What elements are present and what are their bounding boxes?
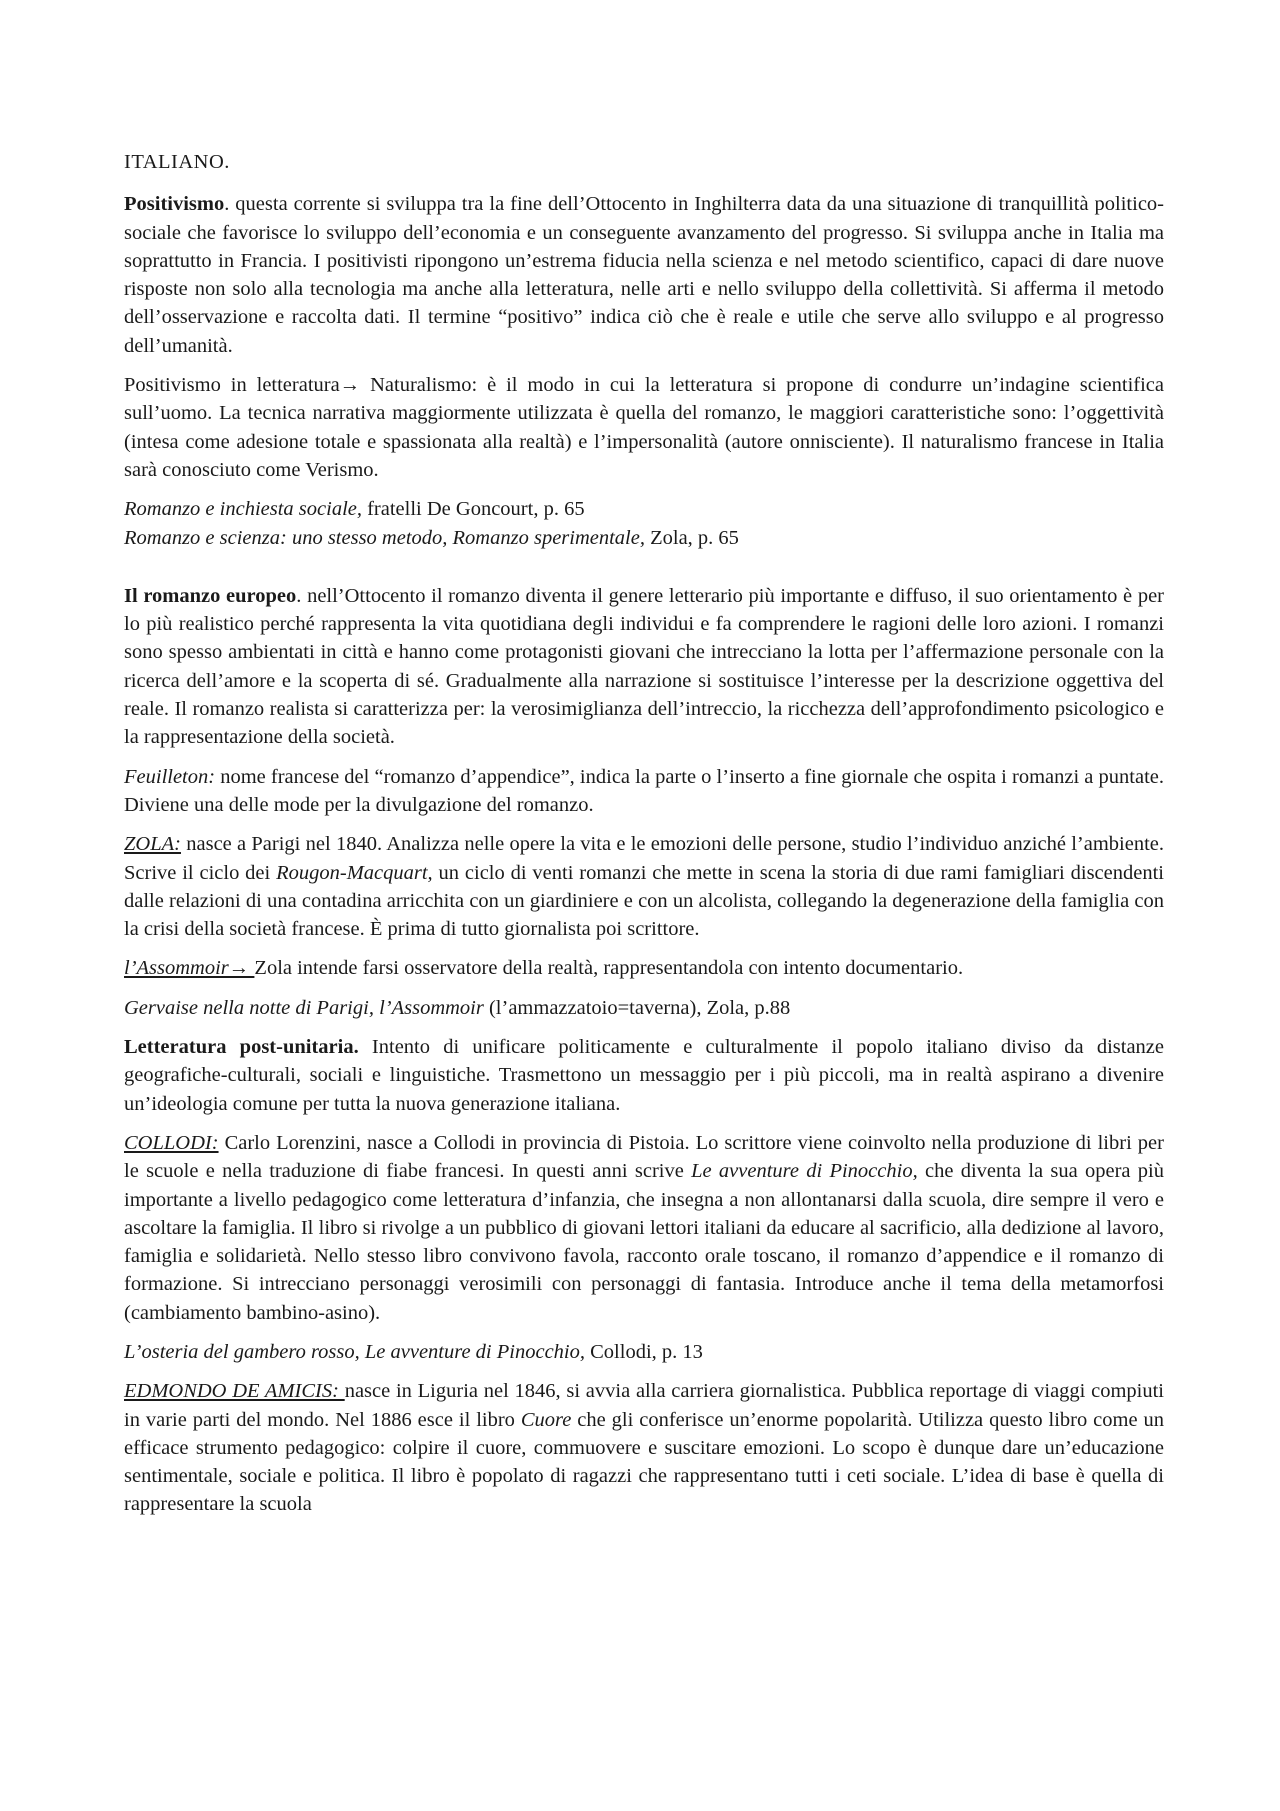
work-rougon-macquart: Rougon-Macquart, <box>276 861 433 884</box>
work-cuore: Cuore <box>520 1408 572 1431</box>
paragraph-assommoir <box>124 954 1164 982</box>
text-post-unitaria: Intento di unificare politicamente e culturalmente il popolo italiano diviso da distanze geografiche-culturali, sociali e linguistiche. Trasmettono un messaggio per i più piccoli, ma in realtà aspirano a divenire un’ideologia comune per tutta la nuova generazione italiana. <box>124 1036 1164 1115</box>
text-positivismo: . questa corrente si sviluppa tra la fine dell’Ottocento in Inghilterra data da una situazione di tranquillità politico-sociale che favorisce lo sviluppo dell’economia e un conseguente avanzamento del progresso. Si sviluppa anche in Italia ma soprattutto in Francia. I positivisti ripongono un’estrema fiducia nella scienza e nel metodo scientifico, capaci di dare nuove risposte non solo alla tecnologia ma anche alla letteratura, nelle arti e nello sviluppo della collettività. Si afferma il metodo dell’osservazione e raccolta dati. Il termine “positivo” indica ciò che è reale e utile che serve allo sviluppo e al progresso dell’umanità. <box>124 193 1164 357</box>
paragraph-post-unitaria <box>124 1033 1164 1118</box>
reference-source: fratelli De Goncourt, p. 65 <box>361 498 585 521</box>
heading-romanzo-europeo: Il romanzo europeo <box>124 584 297 607</box>
paragraph-collodi <box>124 1129 1164 1327</box>
text-collodi-2: che diventa la sua opera più importante a livello pedagogico come letteratura d’infanzia, che insegna a non allontanarsi dalla scuola, dire sempre il vero e ascoltare la famiglia. Il libro si rivolge a un pubblico di giovani lettori italiani da educare al sacrificio, alla dedizione al lavoro, famiglia e solidarietà. Nello stesso libro convivono favola, racconto orale toscano, il romanzo d’appendice e il romanzo di formazione. Si intrecciano personaggi verosimili con personaggi di fantasia. Introduce anche il tema della metamorfosi (cambiamento bambino-asino). <box>124 1160 1164 1324</box>
page-title: ITALIANO. <box>124 151 230 173</box>
text-zola-2: un ciclo di venti romanzi che mette in scena la storia di due rami famigliari discendenti dalle relazioni di una contadina arricchita con un giardiniere e con un alcolista, collegando la degenerazione della famiglia con la crisi della società francese. È prima di tutto giornalista poi scrittore. <box>124 861 1164 941</box>
text-zola-1: nasce a Parigi nel 1840. Analizza nelle opere la vita e le emozioni delle persone, studio l’individuo anziché l’ambiente. Scrive il ciclo dei <box>124 833 1164 884</box>
paragraph-romanzo-europeo <box>124 582 1164 752</box>
text-romanzo-europeo: . nell’Ottocento il romanzo diventa il genere letterario più importante e diffuso, il suo orientamento è per lo più realistico perché rappresenta la vita quotidiana degli individui e fa comprendere le ragioni delle loro azioni. I romanzi sono spesso ambientati in città e hanno come protagonisti giovani che intrecciano la lotta per l’affermazione personale con la ricerca dell’amore e la scoperta di sé. Gradualmente alla narrazione si sostituisce l’interesse per la descrizione oggettiva del reale. Il romanzo realista si caratterizza per: la verosimiglianza dell’intreccio, la ricchezza dell’approfondimento psicologico e la rappresentazione della società. <box>124 584 1164 749</box>
paragraph-de-amicis <box>124 1377 1164 1518</box>
author-de-amicis: EDMONDO DE AMICIS: <box>124 1380 345 1403</box>
author-zola: ZOLA: <box>124 833 181 856</box>
section-spacer <box>124 552 1164 582</box>
paragraph-positivismo <box>124 190 1164 360</box>
paragraph-naturalismo: Positivismo in letteratura→ Naturalismo: è il modo in cui la letteratura si propone di condurre un’indagine scientifica sull’uomo. La tecnica narrativa maggiormente utilizzata è quella del romanzo, le maggiori caratteristiche sono: l’oggettività (intesa come adesione totale e spassionata alla realtà) e l’impersonalità (autore onnisciente). Il naturalismo francese in Italia sarà conosciuto come Verismo. <box>124 374 1164 481</box>
reference-title: Romanzo e scienza: uno stesso metodo, Romanzo sperimentale, <box>124 526 645 549</box>
reference-title: Romanzo e inchiesta sociale, <box>124 498 362 521</box>
text-feuilleton: nome francese del “romanzo d’appendice”, indica la parte o l’inserto a fine giornale che ospita i romanzi a puntate. Diviene una delle mode per la divulgazione del romanzo. <box>124 765 1164 816</box>
author-collodi: COLLODI: <box>124 1131 219 1154</box>
paragraph-feuilleton <box>124 763 1164 820</box>
reference-romanzo-inchiesta <box>124 495 1164 523</box>
reference-gervaise <box>124 994 1164 1022</box>
text-de-amicis-2: che gli conferisce un’enorme popolarità. Utilizza questo libro come un efficace strumento pedagogico: colpire il cuore, commuovere e suscitare emozioni. Lo scopo è dunque dare un’educazione sentimentale, sociale e politica. Il libro è popolato di ragazzi che rappresentano tutti i ceti sociale. L’idea di base è quella di rappresentare la scuola <box>124 1408 1164 1516</box>
paragraph-zola <box>124 830 1164 943</box>
work-pinocchio: Le avventure di Pinocchio, <box>691 1160 918 1183</box>
reference-romanzo-scienza <box>124 524 1164 552</box>
reference-osteria <box>124 1338 1164 1366</box>
term-feuilleton: Feuilleton: <box>124 765 216 788</box>
work-assommoir: l’Assommoir→ <box>124 957 255 980</box>
text-assommoir: Zola intende farsi osservatore della realtà, rappresentandola con intento documentario. <box>254 957 964 980</box>
document-page <box>124 148 1164 1530</box>
reference-source: Collodi, p. 13 <box>585 1340 703 1363</box>
heading-post-unitaria: Letteratura post-unitaria. <box>124 1036 359 1059</box>
text-de-amicis-1: nasce in Liguria nel 1846, si avvia alla carriera giornalistica. Pubblica reportage di viaggi compiuti in varie parti del mondo. Nel 1886 esce il libro <box>124 1380 1164 1431</box>
reference-title: L’osteria del gambero rosso, Le avventure di Pinocchio, <box>124 1340 585 1363</box>
reference-source: Zola, p. 65 <box>644 526 739 549</box>
reference-source: (l’ammazzatoio=taverna), Zola, p.88 <box>483 996 791 1019</box>
text-collodi-1: Carlo Lorenzini, nasce a Collodi in provincia di Pistoia. Lo scrittore viene coinvolto nella produzione di libri per le scuole e nella traduzione di fiabe francesi. In questi anni scrive <box>124 1131 1164 1183</box>
reference-title: Gervaise nella notte di Parigi, l’Assommoir <box>124 996 484 1019</box>
heading-positivismo: Positivismo <box>124 193 225 216</box>
